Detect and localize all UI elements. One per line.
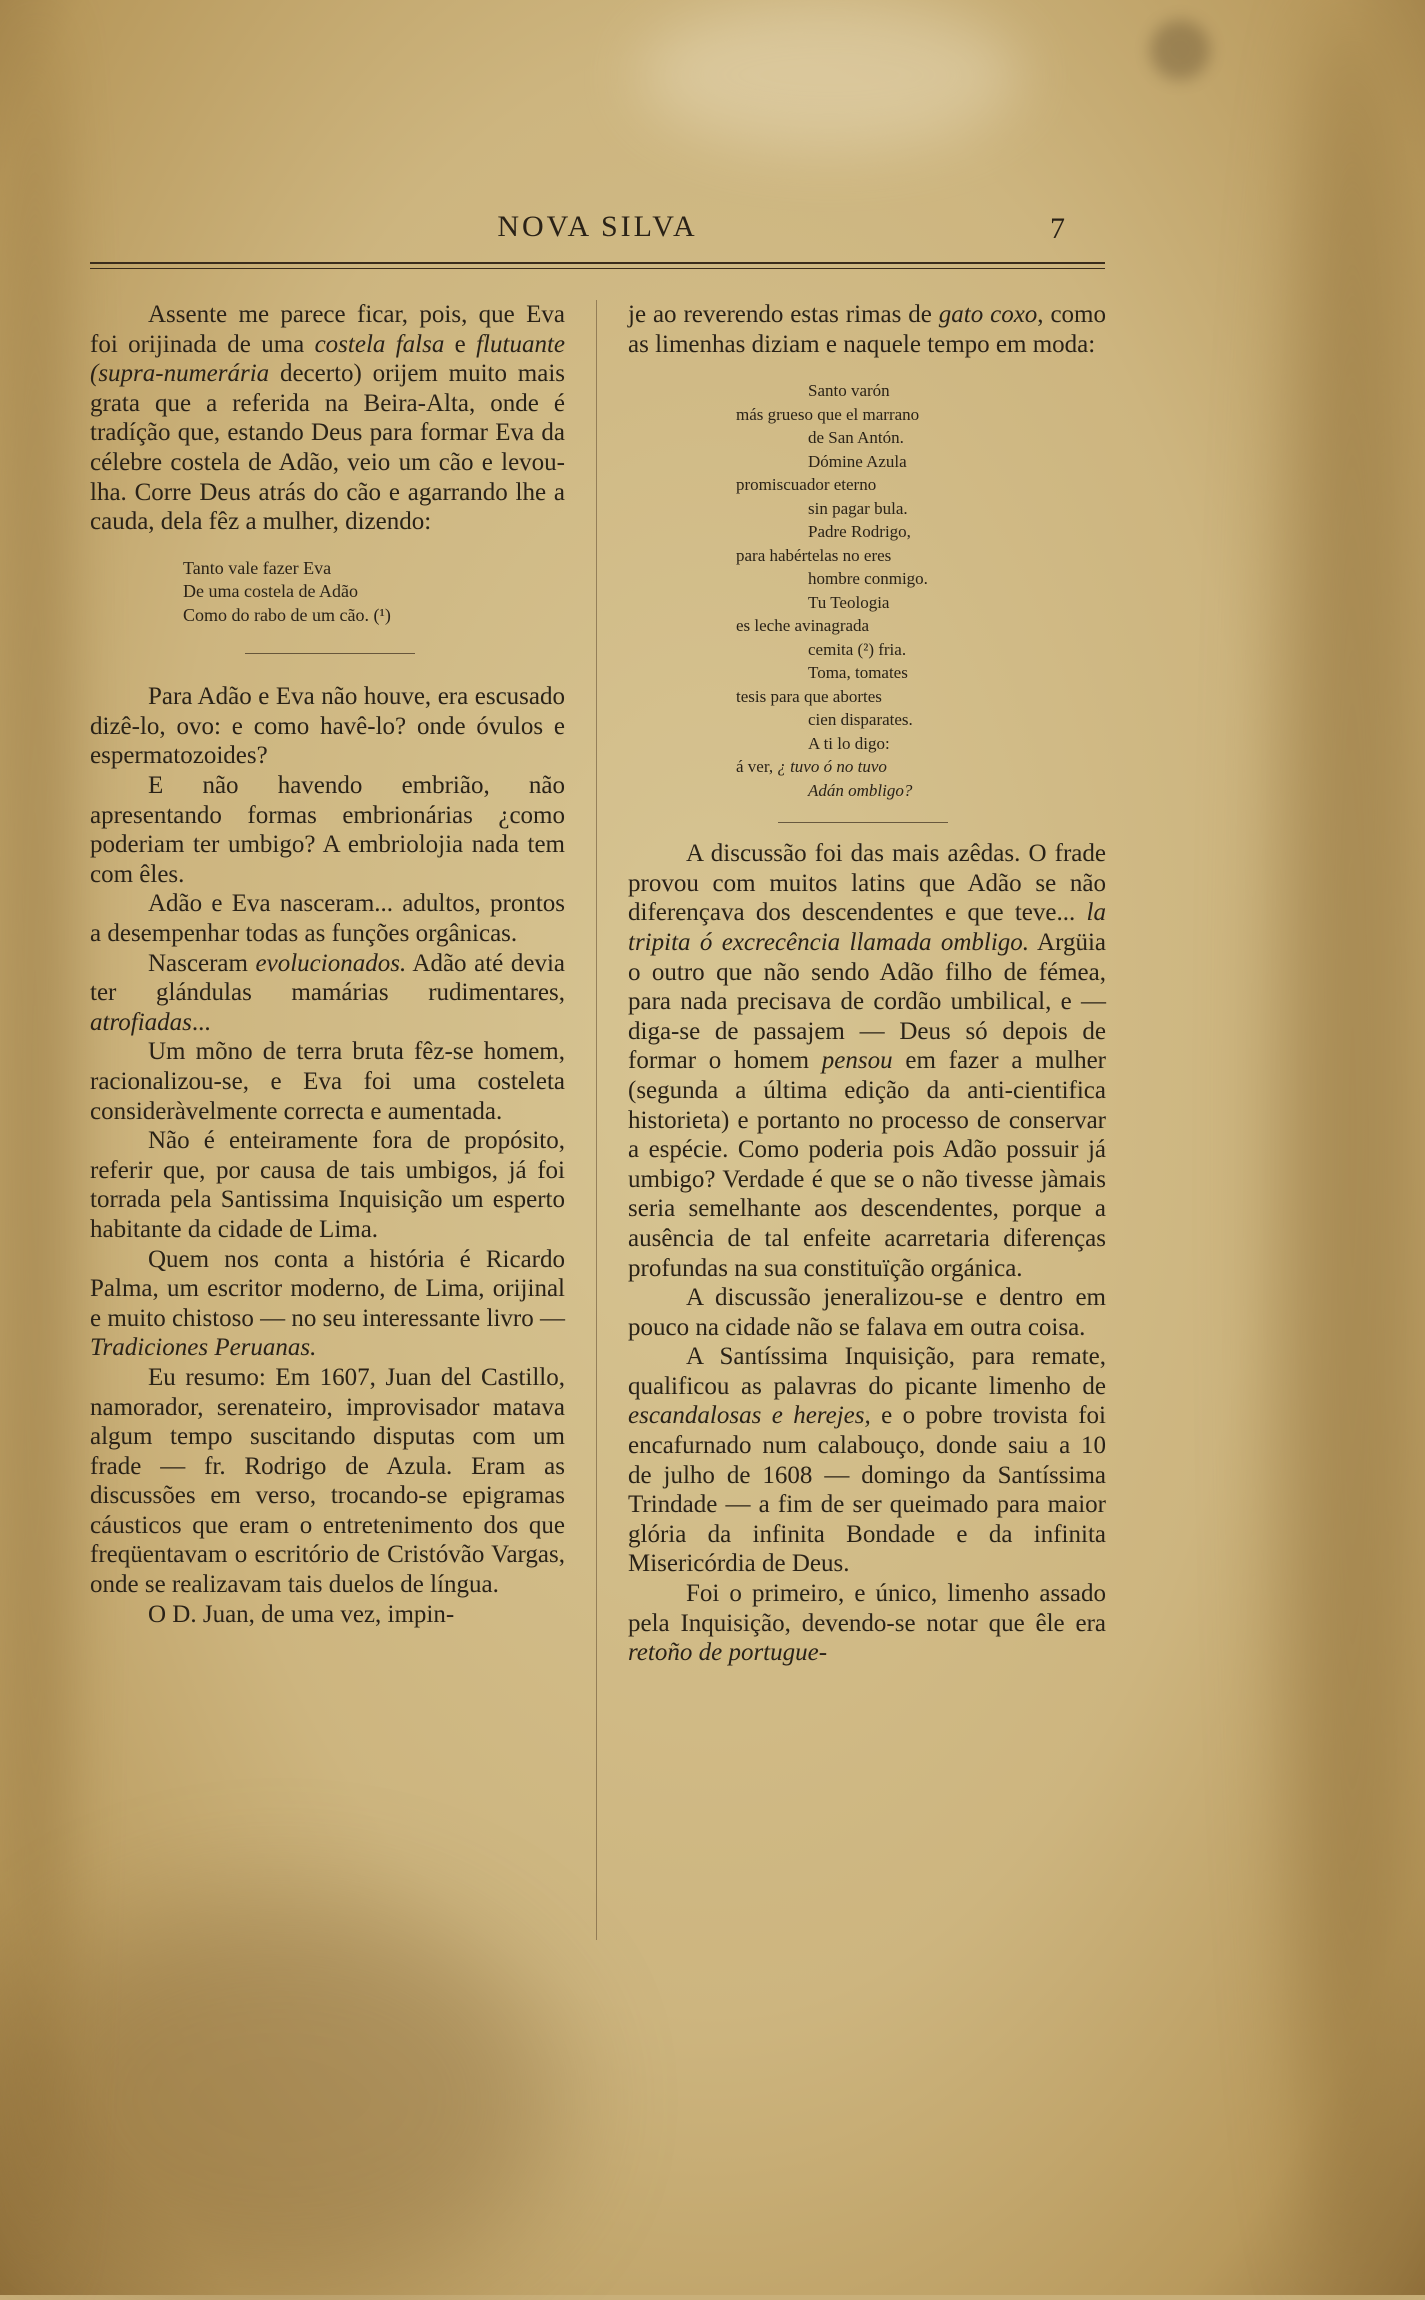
paragraph: Assente me parece ficar, pois, que Eva foi orijinada de uma costela falsa e flutuante (supra-numerária decerto) orijem muito mais grata que a referida na Beira-Alta, onde é tradíção que, estando Deus para formar Eva da célebre costela de Adão, veio um cão e levou-lha. Corre Deus atrás do cão e agarrando lhe a cauda, dela fêz a mulher, dizendo: [90,301,565,536]
paper-stain [1150,20,1210,80]
paragraph: Quem nos conta a história é Ricardo Palma, um escritor moderno, de Lima, orijinal e muito chistoso — no seu interessante livro — Tradiciones Peruanas. [90,1245,565,1362]
paragraph: Eu resumo: Em 1607, Juan del Castillo, namorador, serenateiro, improvisador matava algum tempo suscitando disputas com um frade — fr. Rodrigo de Azula. Eram as discussões em verso, trocando-se epigramas cáusticos que eram o entretenimento dos que freqüentavam o escritório de Cristóvão Vargas, onde se realizavam tais duelos de língua. [90,1363,565,1599]
verse-line: cemita (²) fria. [808,639,907,659]
paragraph: Um mõno de terra bruta fêz-se homem, racionalizou-se, e Eva foi uma costeleta consideràvelmente correcta e aumentada. [90,1038,565,1125]
verse-line: de San Antón. [808,428,904,448]
verse-line: hombre conmigo. [808,569,928,589]
header-rule [90,262,1105,264]
verse-line: promiscuador eterno [736,475,877,495]
left-column [90,300,565,1629]
paragraph: A discussão jeneralizou-se e dentro em pouco na cidade não se falava em outra coisa. [628,1284,1106,1341]
verse-line: á ver, ¿ tuvo ó no tuvo [736,757,887,777]
verse-line: De uma costela de Adão [183,581,358,602]
paper-stain [0,1900,560,2300]
page-header [90,210,1105,270]
paragraph: O D. Juan, de uma vez, impin- [148,1600,455,1628]
verse-line: Dómine Azula [808,451,907,471]
verse-line: para habértelas no eres [736,545,892,565]
paragraph: Nasceram evolucionados. Adão até devia ter glándulas mamárias rudimentares, atrofiadas... [90,949,565,1036]
page-number: 7 [1050,212,1065,245]
paper-stain [640,0,1020,150]
paragraph: E não havendo embrião, não apresentando formas embrionárias ¿como poderiam ter umbigo? A embriolojia nada tem com êles. [90,772,565,888]
verse-line: Santo varón [808,381,890,401]
column-divider [596,300,597,1940]
verse-line: Toma, tomates [808,663,908,683]
section-rule [778,822,948,823]
verse-line: Como do rabo de um cão. (¹) [183,604,391,625]
paragraph: A discussão foi das mais azêdas. O frade provou com muitos latins que Adão se não diferençava dos descendentes e que teve... la tripita ó excrecência llamada ombligo. Argüia o outro que não sendo Adão filho de fémea, para nada precisava de cordão umbilical, e — diga-se de passajem — Deus só depois de formar o homem pensou em fazer a mulher (segunda a última edição da anti-cientifica historieta) e portanto no processo de conservar a espécie. Como poderia pois Adão possuir já umbigo? Verdade é que se o não tivesse jàmais seria semelhante aos descendentes, porque a ausência de tal enfeite acarretaria diferenças profundas na sua constituïção orgánica. [628,840,1107,1282]
section-rule [245,653,415,654]
paragraph: A Santíssima Inquisição, para remate, qualificou as palavras do picante limenho de escandalosas e herejes, e o pobre trovista foi encafurnado num calabouço, donde saiu a 10 de julho de 1608 — domingo da Santíssima Trindade — a fim de ser queimado para maior glória da infinita Bondade e da infinita Misericórdia de Deus. [628,1343,1106,1578]
paragraph: Foi o primeiro, e único, limenho assado pela Inquisição, devendo-se notar que êle era retoño de portugue- [628,1580,1106,1667]
paragraph: Para Adão e Eva não houve, era escusado dizê-lo, ovo: e como havê-lo? onde óvulos e espermatozoides? [90,683,565,770]
verse-line: Padre Rodrigo, [808,522,911,542]
paragraph: Adão e Eva nasceram... adultos, prontos a desempenhar todas as funções orgânicas. [90,890,565,947]
verse-line: Adán ombligo? [808,780,913,800]
verse-line: A ti lo digo: [808,733,890,753]
running-title: NOVA SILVA [497,210,698,243]
verse-block [736,379,1106,802]
verse-line: cien disparates. [808,710,913,730]
paper-stain [0,0,70,2295]
verse-block [183,557,565,628]
verse-line: es leche avinagrada [736,616,870,636]
verse-line: Tanto vale fazer Eva [183,557,332,578]
header-rule [90,268,1105,269]
paper-stain [1280,0,1425,2295]
paragraph: Não é enteiramente fora de propósito, referir que, por causa de tais umbigos, já foi torrada pela Santissima Inquisição um esperto habitante da cidade de Lima. [90,1127,565,1243]
verse-line: más grueso que el marrano [736,404,920,424]
paragraph: je ao reverendo estas rimas de gato coxo, como as limenhas diziam e naquele tempo em moda: [628,301,1106,358]
verse-line: sin pagar bula. [808,498,908,518]
verse-line: Tu Teologia [808,592,890,612]
right-column [628,300,1106,1668]
verse-line: tesis para que abortes [736,686,882,706]
